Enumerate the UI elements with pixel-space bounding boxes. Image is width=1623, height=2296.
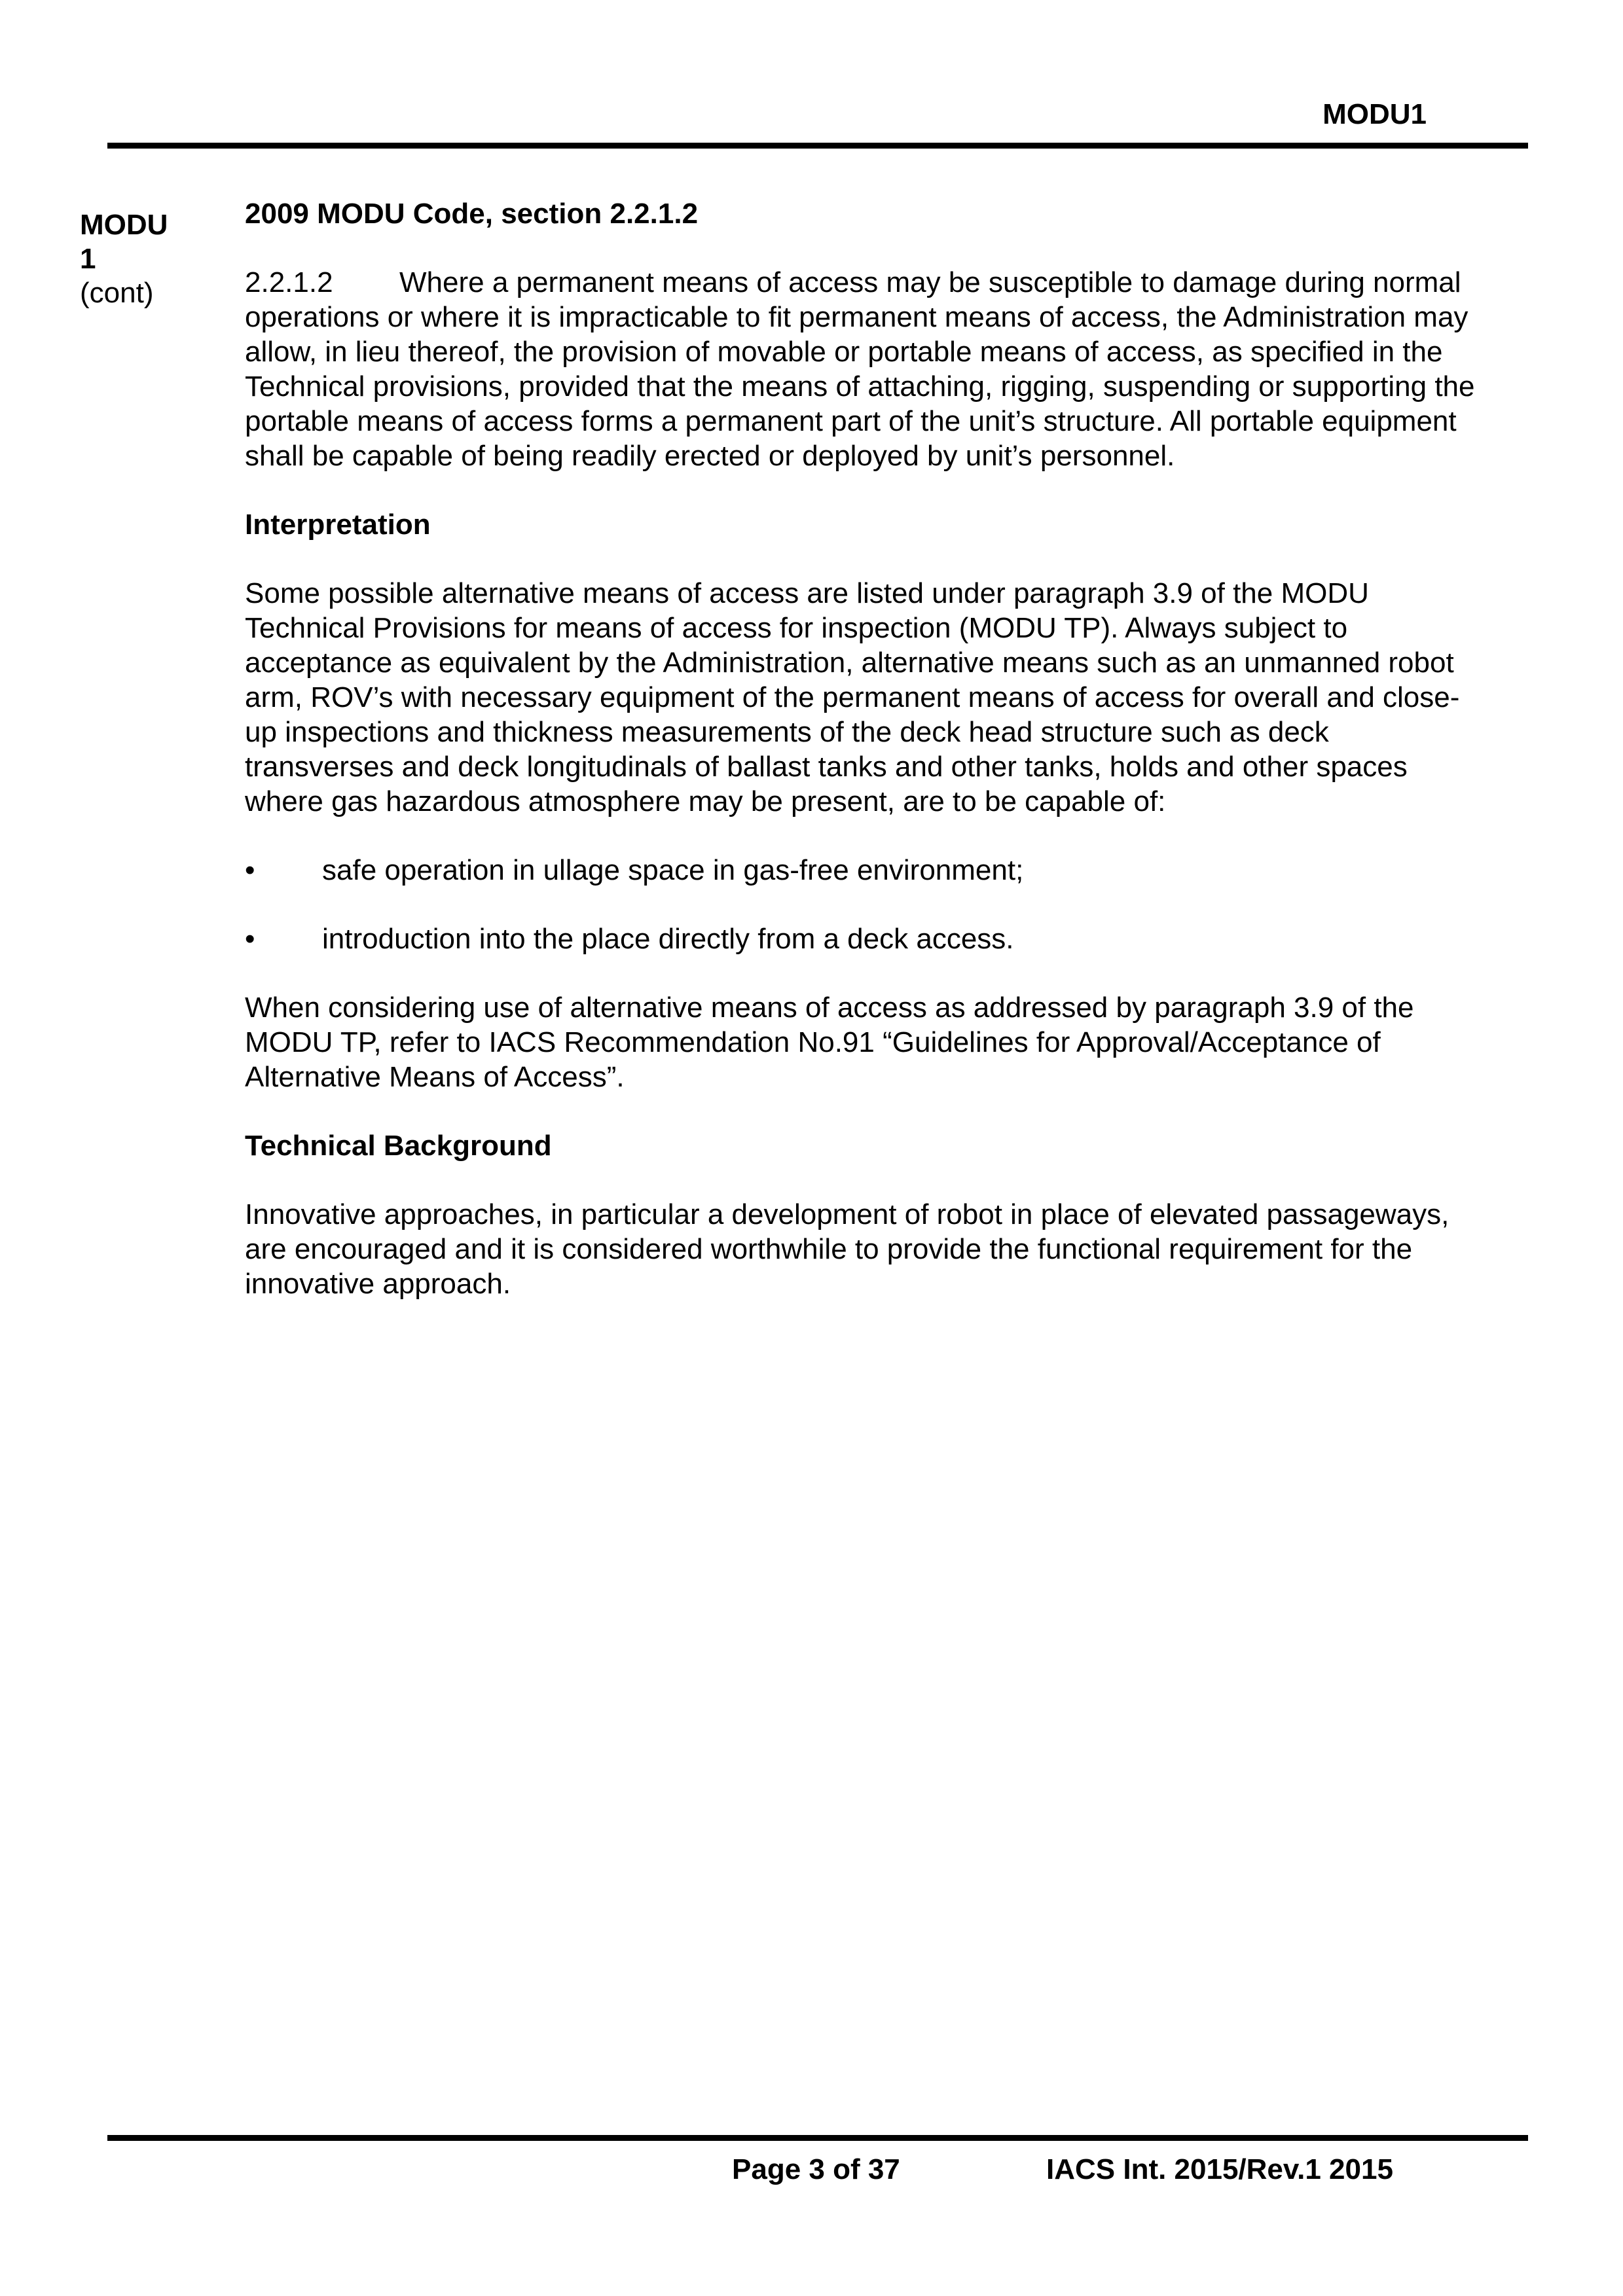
bullet-mark: •: [245, 923, 255, 955]
interpretation-paragraph: Some possible alternative means of access are listed under paragraph 3.9 of the MODU Technical Provisions for means of access for inspection (MODU TP). Always subject to acceptance as equivalent by the Administration, alternative means such as an unmanned robot arm, ROV’s with necessary equipment of the permanent means of access for overall and close-up inspections and thickness measurements of the deck head structure such as deck transverses and deck longitudinals of ballast tanks and other tanks, holds and other spaces where gas hazardous atmosphere may be present, are to be capable of:: [245, 577, 1460, 817]
bullet-item: [245, 853, 1476, 888]
document-body: [245, 196, 1476, 1301]
header-document-code: MODU1: [1322, 98, 1427, 130]
footer-page-number: Page 3 of 37: [732, 2153, 900, 2185]
margin-modu-number: 1: [80, 243, 96, 275]
header-divider: [107, 143, 1528, 149]
section-heading: 2009 MODU Code, section 2.2.1.2: [245, 198, 699, 230]
clause-text: Where a permanent means of access may be susceptible to damage during normal operations or where it is impracticable to fit permanent means of access, the Administration may allow, in lieu thereof, the provision of movable or portable means of access, as specified in the Technical provisions, provided that the means of attaching, rigging, suspending or supporting the portable means of access forms a permanent part of the unit’s structure. All portable equipment shall be capable of being readily erected or deployed by unit’s personnel.: [245, 266, 1475, 472]
clause-number: 2.2.1.2: [245, 266, 333, 298]
margin-modu-label: MODU: [80, 209, 168, 241]
bullet-text: safe operation in ullage space in gas-free environment;: [322, 854, 1024, 886]
technical-background-paragraph: Innovative approaches, in particular a development of robot in place of elevated passageways, are encouraged and it is considered worthwhile to provide the functional requirement for the innovative approach.: [245, 1198, 1450, 1300]
bullet-item: [245, 922, 1476, 956]
footer-document-reference: IACS Int. 2015/Rev.1 2015: [1046, 2153, 1393, 2185]
bullet-mark: •: [245, 854, 255, 886]
technical-background-heading: Technical Background: [245, 1130, 552, 1162]
margin-reference: [80, 208, 168, 310]
alternative-means-paragraph: When considering use of alternative means of access as addressed by paragraph 3.9 of the MODU TP, refer to IACS Recommendation No.91 “Guidelines for Approval/Acceptance of Alternative Means of Access”.: [245, 992, 1414, 1093]
interpretation-heading: Interpretation: [245, 509, 431, 541]
bullet-text: introduction into the place directly from a deck access.: [322, 923, 1014, 955]
footer-divider: [107, 2135, 1528, 2141]
margin-cont-label: (cont): [80, 277, 154, 309]
clause-paragraph: [245, 265, 1476, 473]
